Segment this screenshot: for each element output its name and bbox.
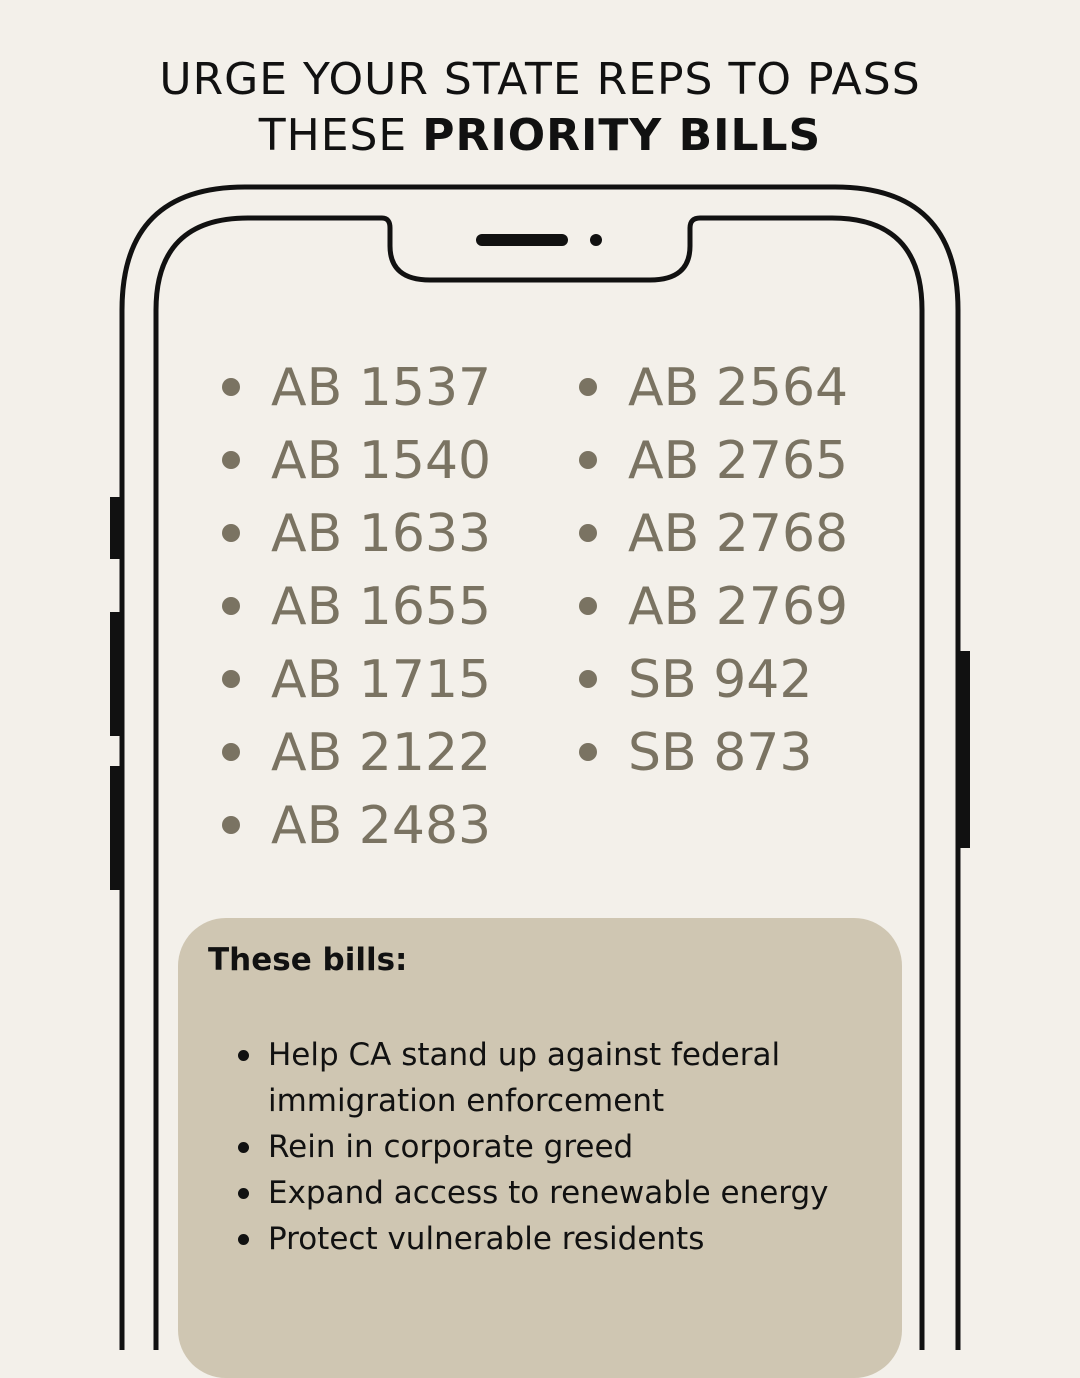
bullet-icon — [238, 1142, 249, 1153]
bullet-icon — [238, 1234, 249, 1245]
bill-list — [0, 352, 1080, 872]
reason-item — [234, 1032, 874, 1124]
bullet-icon — [579, 451, 597, 469]
bill-item — [579, 571, 848, 644]
bullet-icon — [238, 1050, 249, 1061]
bill-purpose-card — [178, 918, 902, 1378]
bullet-icon — [222, 378, 240, 396]
bill-item — [222, 498, 491, 571]
card-title: These bills: — [208, 942, 408, 978]
bill-number: SB 873 — [628, 723, 813, 783]
headline-emphasis: PRIORITY BILLS — [422, 110, 822, 161]
reason-text: Protect vulnerable residents — [268, 1221, 705, 1257]
bullet-icon — [238, 1188, 249, 1199]
headline-prefix: THESE — [258, 110, 423, 161]
reason-item — [234, 1124, 874, 1170]
reason-text: Help CA stand up against federal immigration enforcement — [268, 1037, 781, 1119]
bill-column-left — [222, 352, 491, 863]
bill-number: AB 2483 — [271, 796, 492, 856]
bill-number: AB 1715 — [271, 650, 492, 710]
bullet-icon — [579, 524, 597, 542]
speaker-grille — [476, 234, 568, 246]
bill-number: AB 1537 — [271, 358, 492, 418]
bullet-icon — [579, 743, 597, 761]
front-camera — [590, 234, 602, 246]
bullet-icon — [222, 524, 240, 542]
bill-number: AB 1655 — [271, 577, 492, 637]
headline-line-1: URGE YOUR STATE REPS TO PASS — [159, 54, 921, 105]
bullet-icon — [222, 670, 240, 688]
bill-item — [579, 717, 848, 790]
bullet-icon — [222, 743, 240, 761]
bill-item — [222, 352, 491, 425]
bullet-icon — [579, 597, 597, 615]
bill-number: AB 2122 — [271, 723, 492, 783]
bill-item — [222, 790, 491, 863]
bill-number: SB 942 — [628, 650, 813, 710]
bill-item — [222, 644, 491, 717]
bill-item — [579, 644, 848, 717]
reason-item — [234, 1216, 874, 1262]
bill-item — [579, 498, 848, 571]
bill-item — [579, 425, 848, 498]
bullet-icon — [222, 597, 240, 615]
bill-column-right — [579, 352, 848, 790]
bill-number: AB 1540 — [271, 431, 492, 491]
bullet-icon — [222, 451, 240, 469]
bill-item — [222, 571, 491, 644]
bill-item — [222, 717, 491, 790]
bullet-icon — [222, 816, 240, 834]
bullet-icon — [579, 670, 597, 688]
reason-text: Expand access to renewable energy — [268, 1175, 829, 1211]
bill-number: AB 2564 — [628, 358, 849, 418]
bullet-icon — [579, 378, 597, 396]
bill-number: AB 2769 — [628, 577, 849, 637]
bill-item — [222, 425, 491, 498]
reason-list — [234, 1032, 874, 1262]
bill-item — [579, 352, 848, 425]
bill-number: AB 2768 — [628, 504, 849, 564]
reason-text: Rein in corporate greed — [268, 1129, 634, 1165]
bill-number: AB 1633 — [271, 504, 492, 564]
bill-number: AB 2765 — [628, 431, 849, 491]
reason-item — [234, 1170, 874, 1216]
